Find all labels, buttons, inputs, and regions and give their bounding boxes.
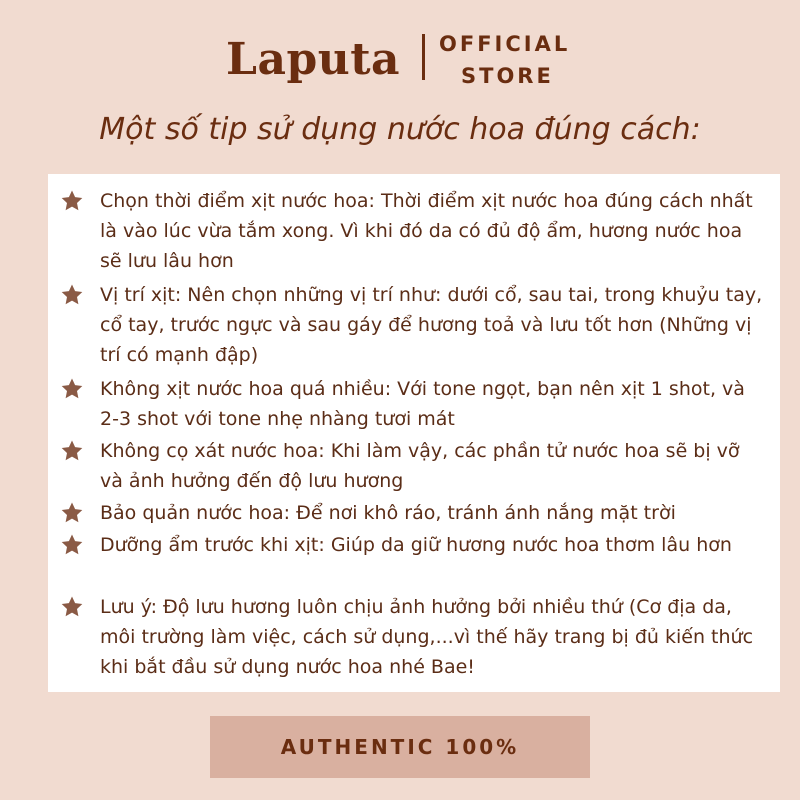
star-icon [60,189,84,213]
tip-text: Vị trí xịt: Nên chọn những vị trí như: dưới cổ, sau tai, trong khuỷu tay, cổ tay, trước ngực và sau gáy để hương toả và lưu tốt hơn (Những vị trí có mạnh đập) [100,284,763,366]
page-title: Một số tip sử dụng nước hoa đúng cách: [99,112,701,147]
star-icon [60,533,84,557]
tip-text: Dưỡng ẩm trước khi xịt: Giúp da giữ hương nước hoa thơm lâu hơn [100,534,732,556]
header-divider [422,34,425,80]
tip-item [100,280,768,370]
tip-text: Bảo quản nước hoa: Để nơi khô ráo, tránh ánh nắng mặt trời [100,502,676,524]
tip-item [100,498,768,528]
authentic-badge-text: AUTHENTIC 100% [280,735,520,759]
store-label-line2: STORE [461,64,554,88]
authentic-badge [210,716,590,778]
tip-item [100,186,768,276]
star-icon [60,283,84,307]
tip-item [100,374,768,434]
tip-item [100,436,768,496]
tip-text: Lưu ý: Độ lưu hương luôn chịu ảnh hưởng bởi nhiều thứ (Cơ địa da, môi trường làm việc, cách sử dụng,...vì thế hãy trang bị đủ kiến thức khi bắt đầu sử dụng nước hoa nhé Bae! [100,596,754,678]
star-icon [60,501,84,525]
header [0,28,800,98]
store-label-line1: OFFICIAL [439,32,571,56]
star-icon [60,439,84,463]
tip-text: Không xịt nước hoa quá nhiều: Với tone ngọt, bạn nên xịt 1 shot, và 2-3 shot với tone nhẹ nhàng tươi mát [100,378,745,430]
tip-item [100,530,768,560]
star-icon [60,377,84,401]
brand-logo: Laputa [226,34,401,85]
tips-card [48,174,780,692]
star-icon [60,595,84,619]
tip-text: Chọn thời điểm xịt nước hoa: Thời điểm xịt nước hoa đúng cách nhất là vào lúc vừa tắm xong. Vì khi đó da có đủ độ ẩm, hương nước hoa sẽ lưu lâu hơn [100,190,753,272]
tip-text: Không cọ xát nước hoa: Khi làm vậy, các phần tử nước hoa sẽ bị vỡ và ảnh hưởng đến độ lưu hương [100,440,740,492]
tip-item [100,592,768,682]
